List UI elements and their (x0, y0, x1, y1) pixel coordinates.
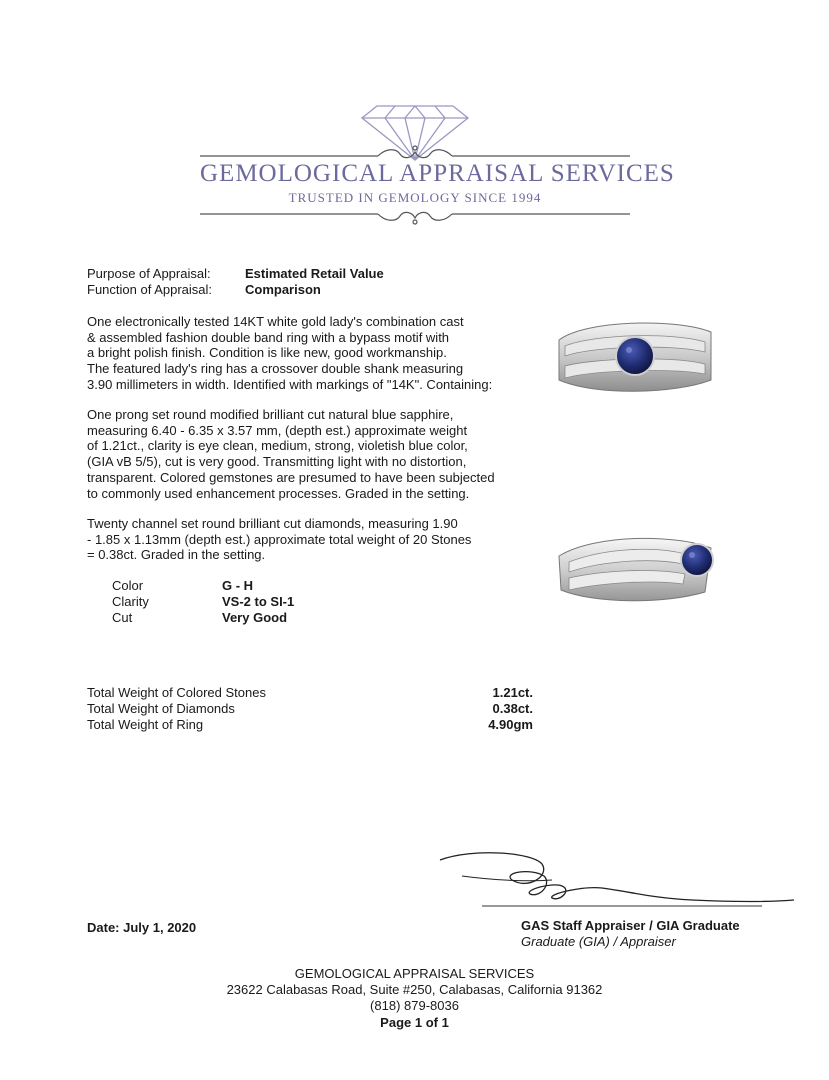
paragraph-line: Twenty channel set round brilliant cut diamonds, measuring 1.90 (87, 516, 458, 531)
function-label: Function of Appraisal: (87, 282, 213, 297)
paragraph-line: (GIA vB 5/5), cut is very good. Transmitting light with no distortion, (87, 454, 467, 470)
grade-value-cut: Very Good (222, 610, 288, 625)
paragraph-line: to commonly used enhancement processes. Graded in the setting. (87, 485, 470, 501)
total-value-ring: 4.90gm (488, 717, 533, 732)
company-name: GEMOLOGICAL APPRAISAL SERVICES (200, 160, 675, 187)
paragraph-line: transparent. Colored gemstones are presumed to have been subjected (87, 469, 495, 485)
paragraph-line: a bright polish finish. Condition is like new, good workmanship. (87, 345, 447, 361)
total-label-ring: Total Weight of Ring (87, 717, 204, 732)
purpose-value: Estimated Retail Value (245, 266, 384, 281)
ring-photo-side (555, 520, 715, 610)
footer-company: GEMOLOGICAL APPRAISAL SERVICES (294, 966, 535, 981)
function-value: Comparison (245, 282, 321, 297)
page-number: Page 1 of 1 (380, 1015, 449, 1030)
paragraph-line: = 0.38ct. Graded in the setting. (87, 547, 266, 563)
grade-label-clarity: Clarity (112, 594, 149, 609)
paragraph-line: The featured lady's ring has a crossover double shank measuring (87, 361, 464, 377)
total-value-colored-stones: 1.21ct. (492, 685, 533, 700)
top-ornament (200, 146, 630, 158)
purpose-label: Purpose of Appraisal: (87, 266, 211, 281)
grade-label-cut: Cut (112, 610, 133, 625)
footer-address: 23622 Calabasas Road, Suite #250, Calabasas, California 91362 (226, 982, 603, 997)
company-tagline: TRUSTED IN GEMOLOGY SINCE 1994 (288, 190, 542, 205)
paragraph-line: One prong set round modified brilliant cut natural blue sapphire, (87, 407, 454, 422)
appraiser-subtitle: Graduate (GIA) / Appraiser (521, 934, 676, 949)
appraiser-title: GAS Staff Appraiser / GIA Graduate (521, 918, 740, 933)
appraisal-date: Date: July 1, 2020 (87, 920, 197, 935)
ring-description (87, 314, 492, 393)
total-label-colored-stones: Total Weight of Colored Stones (87, 685, 266, 700)
bottom-ornament (200, 212, 630, 224)
signature-mark (432, 846, 797, 908)
footer-phone: (818) 879-8036 (370, 998, 459, 1013)
paragraph-line: One electronically tested 14KT white gold lady's combination cast (87, 314, 464, 329)
paragraph-line: - 1.85 x 1.13mm (depth est.) approximate total weight of 20 Stones (87, 531, 472, 547)
total-value-diamonds: 0.38ct. (492, 701, 533, 716)
paragraph-line: 3.90 millimeters in width. Identified with markings of "14K". Containing: (87, 376, 493, 392)
diamond-description (87, 516, 471, 563)
sapphire-description (87, 407, 495, 501)
grade-label-color: Color (112, 578, 144, 593)
paragraph-line: & assembled fashion double band ring with a bypass motif with (87, 329, 450, 345)
grade-value-color: G - H (222, 578, 254, 593)
ring-photo-front (555, 310, 715, 402)
paragraph-line: of 1.21ct., clarity is eye clean, medium, strong, violetish blue color, (87, 438, 468, 454)
paragraph-line: measuring 6.40 - 6.35 x 3.57 mm, (depth est.) approximate weight (87, 422, 468, 438)
grade-value-clarity: VS-2 to SI-1 (222, 594, 295, 609)
total-label-diamonds: Total Weight of Diamonds (87, 701, 235, 716)
